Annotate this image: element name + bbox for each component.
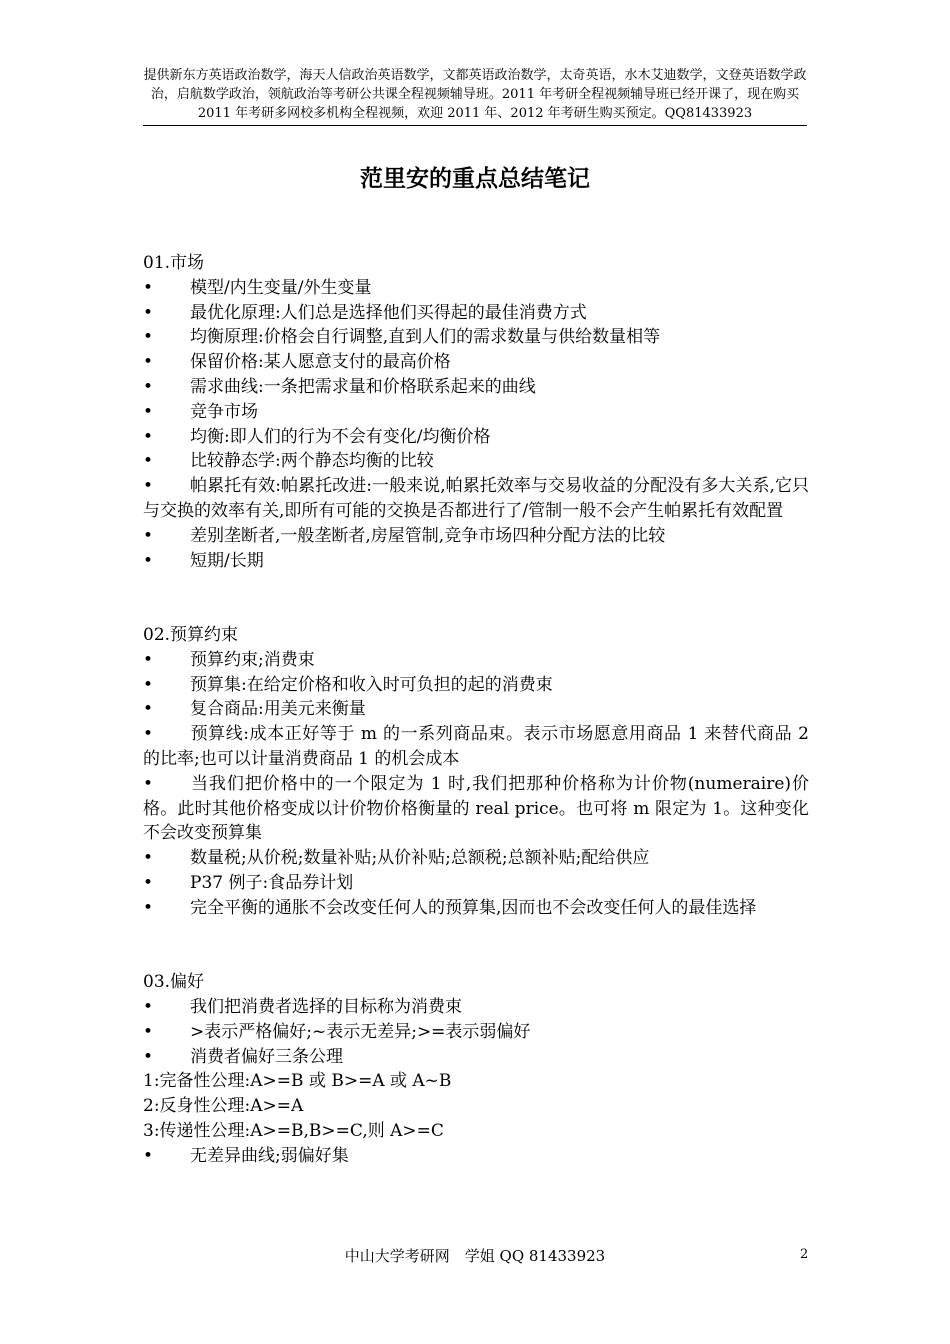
footer-text: 中山大学考研网 学姐 QQ 81433923	[344, 1247, 606, 1265]
page-header	[143, 66, 807, 126]
list-item: • 帕累托有效:帕累托改进:一般来说,帕累托效率与交易收益的分配没有多大关系,它只与交换的效率有关,即所有可能的交换是否都进行了/管制一般不会产生帕累托有效配置	[143, 476, 809, 521]
bullet-icon: •	[143, 1046, 154, 1067]
list-item: • P37 例子:食品券计划	[143, 871, 809, 896]
list-item: • 预算线:成本正好等于 m 的一系列商品束。表示市场愿意用商品 1 来替代商品 2 的比率;也可以计量消费商品 1 的机会成本	[143, 724, 809, 769]
list-item: • 预算约束;消费束	[143, 648, 809, 673]
list-item: • 数量税;从价税;数量补贴;从价补贴;总额税;总额补贴;配给供应	[143, 846, 809, 871]
list-item: • 比较静态学:两个静态均衡的比较	[143, 449, 809, 474]
bullet-icon: •	[143, 773, 154, 794]
bullet-icon: •	[143, 352, 154, 373]
list-item: • 竞争市场	[143, 400, 809, 425]
list-item: • 无差异曲线;弱偏好集	[143, 1144, 809, 1169]
section-title-preference: 03.偏好	[143, 972, 205, 993]
bullet-icon: •	[143, 1021, 154, 1042]
bullet-icon: •	[143, 277, 154, 298]
list-item: • 复合商品:用美元来衡量	[143, 697, 809, 722]
section-title-market: 01.市场	[143, 253, 205, 273]
bullet-icon: •	[143, 897, 154, 918]
list-item: • 需求曲线:一条把需求量和价格联系起来的曲线	[143, 375, 809, 400]
section-title-budget: 02.预算约束	[143, 624, 239, 645]
bullet-icon: •	[143, 724, 154, 745]
list-item: • 保留价格:某人愿意支付的最高价格	[143, 350, 809, 375]
bullet-icon: •	[143, 848, 154, 869]
bullet-icon: •	[143, 550, 154, 571]
bullet-icon: •	[143, 872, 154, 893]
axiom-complete: 1:完备性公理:A>=B 或 B>=A 或 A~B	[143, 1071, 452, 1092]
header-text: 提供新东方英语政治数学，海天人信政治英语数学，文都英语政治数学，太奇英语，水木艾迪数学，文登英语数学政治，启航数学政治，领航政治等考研公共课全程视频辅导班。2011 年考研全程视频辅导班已经开课了，现在购买 2011 年考研多网校多机构全程视频，欢迎 2011 年、2012 年考研生购买预定。QQ81433923	[143, 68, 807, 121]
list-item: • 均衡:即人们的行为不会有变化/均衡价格	[143, 425, 809, 450]
bullet-icon: •	[143, 1145, 154, 1166]
bullet-icon: •	[143, 674, 154, 695]
list-item: • 模型/内生变量/外生变量	[143, 276, 809, 301]
list-item: • 完全平衡的通胀不会改变任何人的预算集,因而也不会改变任何人的最佳选择	[143, 896, 809, 921]
axiom-reflexive: 2:反身性公理:A>=A	[143, 1096, 304, 1117]
bullet-icon: •	[143, 649, 154, 670]
bullet-icon: •	[143, 401, 154, 422]
list-item: • 我们把消费者选择的目标称为消费束	[143, 995, 809, 1020]
bullet-icon: •	[143, 451, 154, 472]
document-title: 范里安的重点总结笔记	[360, 166, 590, 192]
list-item: • >表示严格偏好;~表示无差异;>=表示弱偏好	[143, 1020, 809, 1045]
document-body	[143, 251, 809, 1168]
list-item: • 短期/长期	[143, 549, 809, 574]
axiom-transitive: 3:传递性公理:A>=B,B>=C,则 A>=C	[143, 1120, 444, 1141]
list-item: • 差别垄断者,一般垄断者,房屋管制,竞争市场四种分配方法的比较	[143, 524, 809, 549]
list-item: • 当我们把价格中的一个限定为 1 时,我们把那种价格称为计价物(numeraire)价格。此时其他价格变成以计价物价格衡量的 real price。也可将 m 限定为 1。这种变化不会改变预算集	[143, 773, 809, 844]
list-item: • 最优化原理:人们总是选择他们买得起的最佳消费方式	[143, 301, 809, 326]
bullet-icon: •	[143, 426, 154, 447]
list-item: • 均衡原理:价格会自行调整,直到人们的需求数量与供给数量相等	[143, 325, 809, 350]
bullet-icon: •	[143, 699, 154, 720]
list-item: • 预算集:在给定价格和收入时可负担的起的消费束	[143, 673, 809, 698]
bullet-icon: •	[143, 525, 154, 546]
bullet-icon: •	[143, 302, 154, 323]
bullet-icon: •	[143, 327, 154, 348]
bullet-icon: •	[143, 476, 154, 497]
page-number: 2	[800, 1247, 809, 1262]
bullet-icon: •	[143, 996, 154, 1017]
list-item: • 消费者偏好三条公理	[143, 1045, 809, 1070]
bullet-icon: •	[143, 376, 154, 397]
